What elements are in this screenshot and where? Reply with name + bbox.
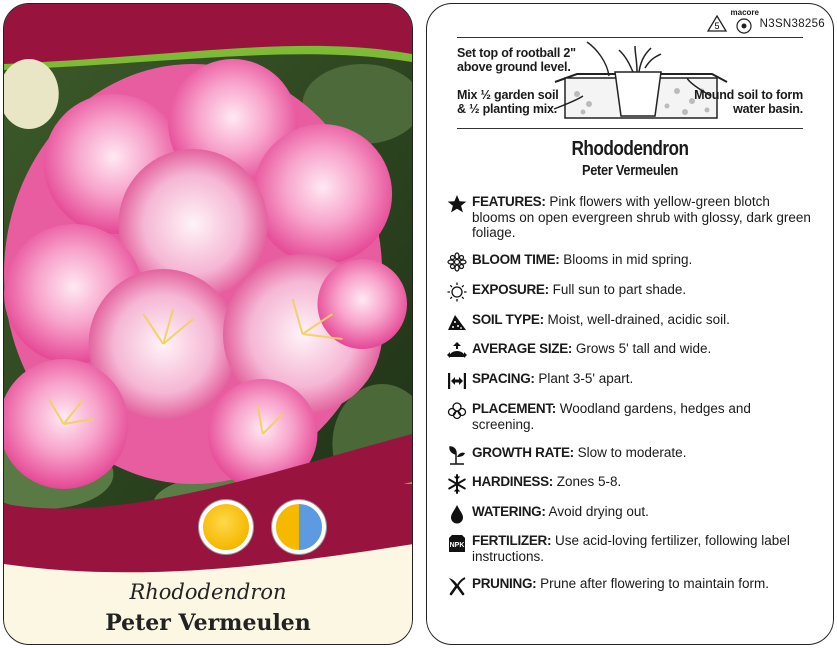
plant-size-icon bbox=[447, 341, 467, 361]
star-icon bbox=[447, 194, 467, 214]
attribute-row-spacing bbox=[447, 371, 817, 391]
fertilizer-text: Use acid-loving fertilizer, following label instructions. bbox=[472, 533, 790, 564]
placement-icon bbox=[447, 401, 467, 421]
attribute-row-average-size bbox=[447, 341, 817, 361]
bloom-time-label: BLOOM TIME: bbox=[472, 252, 560, 267]
features-text: Pink flowers with yellow-green blotch blooms on open evergreen shrub with glossy, dark green foliage. bbox=[472, 194, 811, 240]
full-sun-icon bbox=[199, 500, 253, 554]
attribute-row-exposure bbox=[447, 282, 817, 302]
svg-text:NPK: NPK bbox=[449, 542, 465, 549]
spacing-icon bbox=[447, 371, 467, 391]
pruning-text: Prune after flowering to maintain form. bbox=[536, 576, 769, 591]
pruning-label: PRUNING: bbox=[472, 576, 537, 591]
diagram-divider bbox=[457, 128, 803, 129]
sku-code: N3SN38256 bbox=[759, 18, 825, 30]
back-species-name: Rhododendron bbox=[571, 138, 689, 160]
features-label: FEATURES: bbox=[472, 194, 546, 209]
watering-label: WATERING: bbox=[472, 504, 546, 519]
attribute-row-watering bbox=[447, 504, 817, 524]
growth-rate-label: GROWTH RATE: bbox=[472, 445, 574, 460]
note-soil-mix-line2: & ½ planting mix. bbox=[457, 102, 558, 116]
snowflake-icon bbox=[447, 474, 467, 494]
placement-label: PLACEMENT: bbox=[472, 401, 556, 416]
flower-icon bbox=[447, 252, 467, 272]
note-rootball-line1: Set top of rootball 2" bbox=[457, 46, 576, 60]
sun-icon bbox=[447, 282, 467, 302]
spacing-label: SPACING: bbox=[472, 371, 535, 386]
fertilizer-label: FERTILIZER: bbox=[472, 533, 552, 548]
note-mound-soil-line1: Mound soil to form bbox=[694, 88, 803, 102]
sprout-icon bbox=[447, 445, 467, 465]
note-rootball bbox=[457, 46, 576, 74]
watering-text: Avoid drying out. bbox=[545, 504, 649, 519]
hardiness-label: HARDINESS: bbox=[472, 474, 554, 489]
hardiness-text: Zones 5-8. bbox=[553, 474, 622, 489]
brand-text: macore bbox=[730, 8, 759, 17]
pruning-shears-icon bbox=[447, 576, 467, 596]
rhododendron-photo bbox=[4, 4, 412, 549]
npk-icon bbox=[447, 533, 467, 553]
front-cultivar-name: Peter Vermeulen bbox=[105, 610, 311, 636]
attribute-row-hardiness bbox=[447, 474, 817, 494]
attribute-row-pruning bbox=[447, 576, 817, 596]
back-cultivar-name: Peter Vermeulen bbox=[581, 163, 679, 179]
attribute-row-features bbox=[447, 194, 817, 241]
soil-icon bbox=[447, 312, 467, 332]
back-card bbox=[426, 3, 834, 645]
front-card bbox=[3, 3, 413, 645]
exposure-text: Full sun to part shade. bbox=[548, 282, 687, 297]
growth-rate-text: Slow to moderate. bbox=[573, 445, 687, 460]
average-size-label: AVERAGE SIZE: bbox=[472, 341, 573, 356]
bloom-time-text: Blooms in mid spring. bbox=[559, 252, 693, 267]
average-size-text: Grows 5' tall and wide. bbox=[572, 341, 712, 356]
water-drop-icon bbox=[447, 504, 467, 524]
soil-type-text: Moist, well-drained, acidic soil. bbox=[543, 312, 730, 327]
attribute-row-fertilizer bbox=[447, 533, 817, 564]
attribute-row-placement bbox=[447, 401, 817, 432]
attribute-row-bloom-time bbox=[447, 252, 817, 272]
front-species-name: Rhododendron bbox=[129, 580, 287, 604]
attribute-row-growth-rate bbox=[447, 445, 817, 465]
part-shade-icon bbox=[272, 500, 326, 554]
attribute-row-soil-type bbox=[447, 312, 817, 332]
note-mound-soil-line2: water basin. bbox=[733, 102, 803, 116]
soil-type-label: SOIL TYPE: bbox=[472, 312, 544, 327]
note-rootball-line2: above ground level. bbox=[457, 60, 571, 74]
exposure-label: EXPOSURE: bbox=[472, 282, 549, 297]
recycle-number: 5 bbox=[714, 21, 720, 31]
note-soil-mix bbox=[457, 88, 559, 116]
placement-text: Woodland gardens, hedges and screening. bbox=[472, 401, 751, 432]
note-soil-mix-line1: Mix ½ garden soil bbox=[457, 88, 559, 102]
spacing-text: Plant 3-5' apart. bbox=[534, 371, 634, 386]
note-mound-soil bbox=[694, 88, 803, 116]
